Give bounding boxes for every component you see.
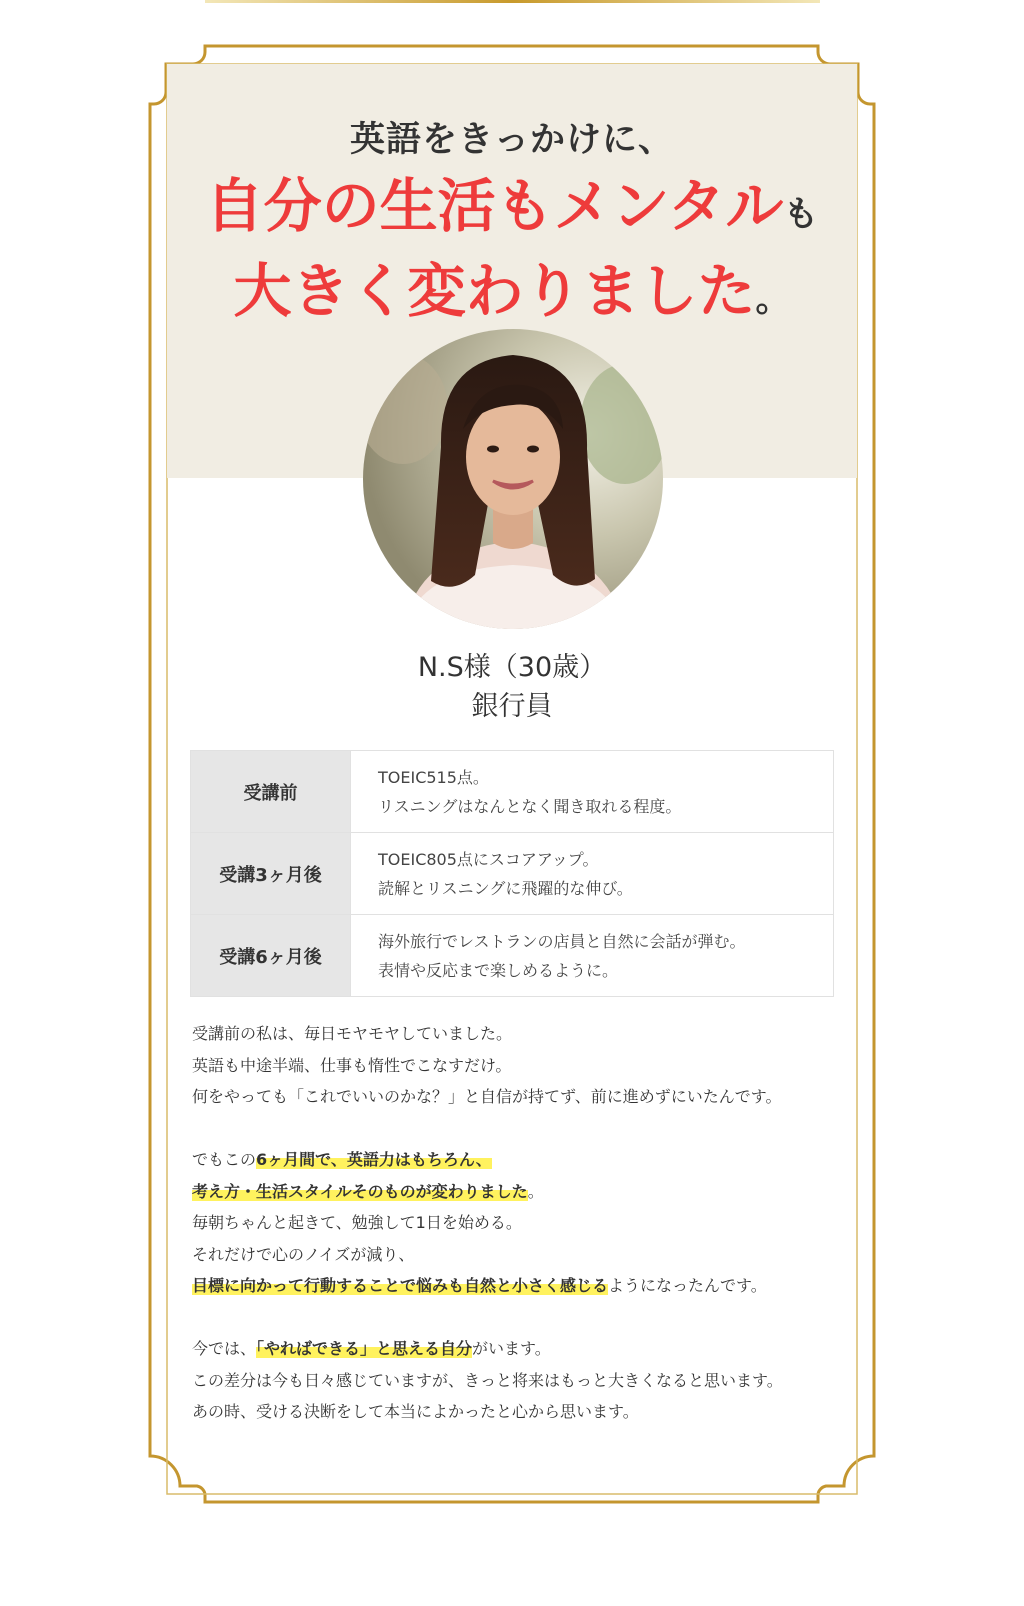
progress-label: 受講3ヶ月後 bbox=[191, 833, 351, 915]
story-line bbox=[192, 1176, 842, 1208]
progress-row bbox=[191, 833, 834, 915]
story-highlight: 6ヶ月間で、英語力はもちろん、 bbox=[256, 1150, 492, 1169]
progress-row bbox=[191, 751, 834, 833]
story-line: 毎朝ちゃんと起きて、勉強して1日を始める。 bbox=[192, 1213, 522, 1232]
headline-suffix-2: 。 bbox=[755, 280, 791, 320]
story-highlight: 目標に向かって行動することで悩みも自然と小さく感じる bbox=[192, 1276, 609, 1295]
story-line: 何をやっても「これでいいのかな？」と自信が持てず、前に進めずにいたんです。 bbox=[192, 1087, 782, 1106]
headline-line-3 bbox=[167, 253, 857, 338]
headline-line-2 bbox=[167, 168, 857, 253]
testimonial-card bbox=[167, 64, 857, 1494]
story-paragraph-2 bbox=[192, 1144, 842, 1302]
story-text: がいます。 bbox=[472, 1339, 551, 1358]
progress-row bbox=[191, 915, 834, 997]
progress-detail bbox=[351, 915, 834, 997]
progress-detail-line: リスニングはなんとなく聞き取れる程度。 bbox=[378, 796, 682, 816]
progress-table bbox=[190, 750, 834, 997]
headline-emphasis-1: 自分の生活もメンタル bbox=[205, 172, 784, 240]
story-text: 。 bbox=[527, 1181, 544, 1201]
story-line: 英語も中途半端、仕事も惰性でこなすだけ。 bbox=[192, 1055, 512, 1075]
headline bbox=[167, 116, 857, 338]
story-line bbox=[192, 1270, 842, 1302]
headline-suffix-1: も bbox=[783, 195, 819, 235]
story-line: 受講前の私は、毎日モヤモヤしていました。 bbox=[192, 1024, 513, 1043]
progress-detail-line: 表情や反応まで楽しめるように。 bbox=[378, 960, 619, 980]
progress-detail-line: TOEIC805点にスコアアップ。 bbox=[378, 849, 599, 869]
story-line bbox=[192, 1144, 842, 1176]
story-text: ようになったんです。 bbox=[608, 1276, 767, 1295]
progress-detail-line: 読解とリスニングに飛躍的な伸び。 bbox=[378, 878, 633, 898]
story-paragraph-3 bbox=[192, 1333, 842, 1428]
story-line: この差分は今も日々感じていますが、きっと将来はもっと大きくなると思います。 bbox=[192, 1370, 783, 1390]
story-line: あの時、受ける決断をして本当によかったと心から思います。 bbox=[192, 1402, 639, 1421]
customer-name: N.S様（30歳） bbox=[417, 652, 607, 683]
story-highlight: 「やればできる」と思える自分 bbox=[256, 1339, 473, 1358]
story-highlight: 考え方・生活スタイルそのものが変わりました bbox=[192, 1181, 528, 1201]
story-paragraph-1 bbox=[192, 1018, 842, 1113]
progress-detail bbox=[351, 833, 834, 915]
progress-detail-line: TOEIC515点。 bbox=[378, 767, 489, 787]
headline-line-1: 英語をきっかけに、 bbox=[349, 120, 674, 160]
progress-detail bbox=[351, 751, 834, 833]
customer-photo bbox=[363, 329, 663, 629]
progress-label: 受講6ヶ月後 bbox=[191, 915, 351, 997]
customer-occupation: 銀行員 bbox=[471, 691, 553, 722]
story-line bbox=[192, 1333, 842, 1365]
testimonial-story bbox=[192, 1018, 842, 1428]
progress-detail-line: 海外旅行でレストランの店員と自然に会話が弾む。 bbox=[378, 931, 746, 951]
headline-emphasis-2: 大きく変わりました bbox=[233, 257, 756, 325]
progress-label: 受講前 bbox=[191, 751, 351, 833]
story-text: でもこの bbox=[192, 1150, 257, 1169]
story-text: 今では、 bbox=[192, 1339, 257, 1358]
story-line: それだけで心のノイズが減り、 bbox=[192, 1244, 415, 1264]
